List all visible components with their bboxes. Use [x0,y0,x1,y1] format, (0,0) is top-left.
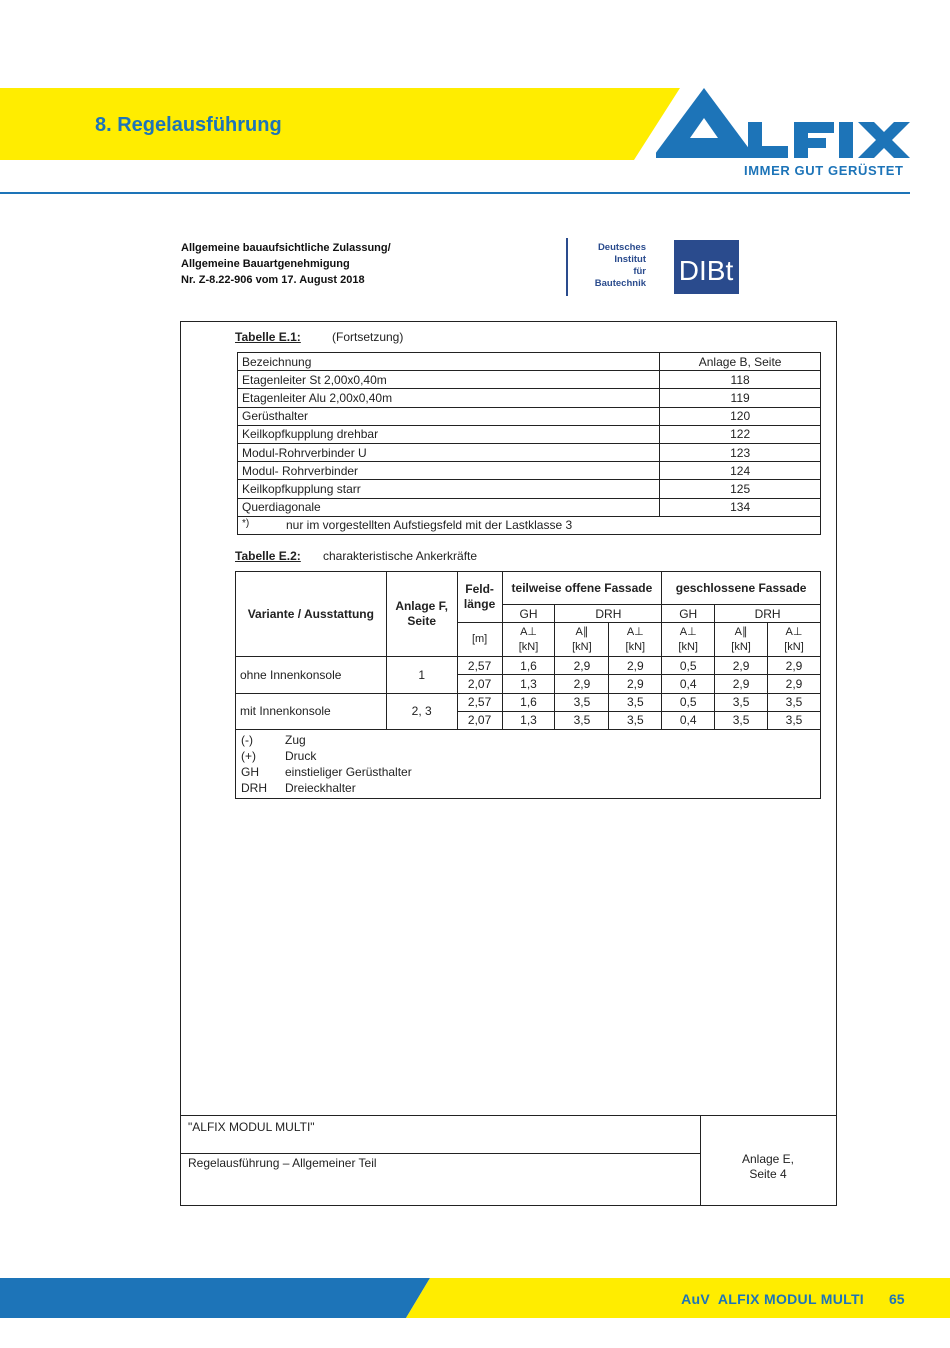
page-number: 65 [889,1291,905,1307]
cell-value: 0,4 [662,675,715,693]
table-row [238,462,821,480]
cell-page: 118 [660,371,821,389]
header-geschlossen: geschlossene Fassade [662,572,821,605]
approval-line-3: Nr. Z-8.22-906 vom 17. August 2018 [181,274,365,286]
cell-variant: ohne Innenkonsole [236,657,387,693]
cell-name: Etagenleiter St 2,00x0,40m [238,371,660,389]
table-row [238,443,821,461]
cell-value: 2,9 [609,657,662,675]
approval-line-1: Allgemeine bauaufsichtliche Zulassung/ [181,242,391,254]
cell-value: 1,6 [502,657,555,675]
cell-value: 3,5 [609,711,662,729]
anlage-line-2: Seite 4 [749,1167,787,1181]
cell-value: 3,5 [555,693,609,711]
header-feldlaenge [457,572,502,623]
header-feld-line1: Feld- [465,582,494,597]
cell-name: Modul-Rohrverbinder U [238,443,660,461]
anlage-line-1: Anlage E, [741,1152,795,1166]
legend-value: Druck [285,748,317,763]
page-title: 8. Regelausführung [95,114,282,136]
cell-anlage: 1 [386,657,457,693]
symbol-perp: A⊥ [785,625,803,638]
legend-key: (+) [241,748,256,763]
alfix-logo [656,88,912,164]
legend-item [241,764,815,780]
symbol-perp: A⊥ [626,625,644,638]
legend-item [241,732,815,748]
cell-value: 3,5 [768,693,821,711]
product-name: "ALFIX MODUL MULTI" [188,1120,315,1134]
cell-name: Keilkopfkupplung starr [238,480,660,498]
table-e1-caption-text: (Fortsetzung) [332,330,404,344]
cell-name: Keilkopfkupplung drehbar [238,425,660,443]
unit-cell [609,623,662,657]
table-row [236,693,821,711]
table-row [238,371,821,389]
symbol-perp: A⊥ [679,625,697,638]
legend-key: DRH [241,780,267,795]
table-row [236,657,821,675]
header-feld-line2: länge [463,597,496,612]
cell-value: 3,5 [715,711,768,729]
unit-cell [662,623,715,657]
legend-value: Dreieckhalter [285,780,356,795]
frame-footer [180,1115,837,1206]
table-e2-caption [235,549,478,563]
cell-page: 120 [660,407,821,425]
footnote-mark: *) [242,518,250,530]
dibt-text-1: Deutsches [597,242,646,253]
cell-value: 1,6 [502,693,555,711]
cell-name: Etagenleiter Alu 2,00x0,40m [238,389,660,407]
header-teilweise-offen: teilweise offene Fassade [502,572,662,605]
table-row [238,498,821,516]
cell-value: 0,5 [662,693,715,711]
cell-variant: mit Innenkonsole [236,693,387,729]
legend-item [241,780,815,796]
header-anlage: Anlage F, Seite [386,572,457,657]
cell-page: 119 [660,389,821,407]
approval-block [181,240,391,288]
cell-value: 1,3 [502,711,555,729]
unit-cell [715,623,768,657]
cell-value: 3,5 [555,711,609,729]
header-gh: GH [662,605,715,623]
table-row [238,425,821,443]
table-e2-label: Tabelle E.2: [235,549,301,563]
legend-value: Zug [285,732,306,747]
cell-value: 2,9 [715,657,768,675]
table-row [238,353,821,371]
anlage-ref [700,1152,836,1182]
unit-kn: [kN] [625,640,646,653]
unit-cell [768,623,821,657]
unit-cell [502,623,555,657]
table-row [238,407,821,425]
table-e2 [235,571,821,799]
table-e2-legend [236,729,821,798]
unit-kn: [kN] [572,640,592,653]
dibt-text-3: für [633,266,646,277]
footer-text: AuV ALFIX MODUL MULTI [681,1291,864,1307]
table-row [236,572,821,605]
cell-value: 3,5 [715,693,768,711]
dibt-text-2: Institut [614,254,646,265]
cell-feld: 2,07 [457,675,502,693]
header-rule [0,192,910,194]
table-row [238,389,821,407]
cell-value: 3,5 [768,711,821,729]
table-row [238,480,821,498]
cell-value: 2,9 [715,675,768,693]
approval-line-2: Allgemeine Bauartgenehmigung [181,258,350,270]
cell-value: 1,3 [502,675,555,693]
header-gh: GH [502,605,555,623]
cell-name: Querdiagonale [238,498,660,516]
footnote-text: nur im vorgestellten Aufstiegsfeld mit der Lastklasse 3 [286,517,573,532]
cell-value: 0,5 [662,657,715,675]
table-e2-caption-text: charakteristische Ankerkräfte [323,549,478,563]
cell-feld: 2,57 [457,693,502,711]
header-variant: Variante / Ausstattung [236,572,387,657]
symbol-par: A∥ [575,625,589,638]
cell-feld: 2,07 [457,711,502,729]
cell-value: 2,9 [609,675,662,693]
cell-page: 123 [660,443,821,461]
header-drh: DRH [715,605,821,623]
dibt-mark: DIBt [678,255,734,286]
symbol-perp: A⊥ [520,625,537,638]
cell-page: 125 [660,480,821,498]
cell-name: Gerüsthalter [238,407,660,425]
unit-kn: [kN] [731,640,751,653]
dibt-text-4: Bautechnik [594,278,646,289]
dibt-logo [566,238,740,296]
subject-text: Regelausführung – Allgemeiner Teil [188,1156,377,1170]
cell-page: 134 [660,498,821,516]
unit-kn: [kN] [518,640,539,653]
cell-anlage: 2, 3 [386,693,457,729]
cell-value: 3,5 [609,693,662,711]
table-e1-header-page: Anlage B, Seite [660,353,821,371]
cell-page: 122 [660,425,821,443]
legend-item [241,748,815,764]
cell-name: Modul- Rohrverbinder [238,462,660,480]
table-e1 [237,352,821,535]
table-e1-caption [235,330,404,344]
brand-slogan: IMMER GUT GERÜSTET [744,163,904,178]
cell-value: 2,9 [768,657,821,675]
cell-value: 0,4 [662,711,715,729]
unit-m: [m] [457,623,502,657]
legend-value: einstieliger Gerüsthalter [285,764,412,779]
cell-value: 2,9 [555,675,609,693]
table-e1-label: Tabelle E.1: [235,330,301,344]
cell-value: 2,9 [555,657,609,675]
cell-feld: 2,57 [457,657,502,675]
table-e1-header-name: Bezeichnung [238,353,660,371]
unit-kn: [kN] [784,640,804,653]
unit-cell [555,623,609,657]
cell-value: 2,9 [768,675,821,693]
legend-key: (-) [241,732,253,747]
legend-key: GH [241,764,259,779]
header-drh: DRH [555,605,662,623]
table-e1-footnote [238,516,821,534]
symbol-par: A∥ [734,625,748,638]
divider [180,1153,700,1154]
cell-page: 124 [660,462,821,480]
unit-kn: [kN] [678,640,698,653]
